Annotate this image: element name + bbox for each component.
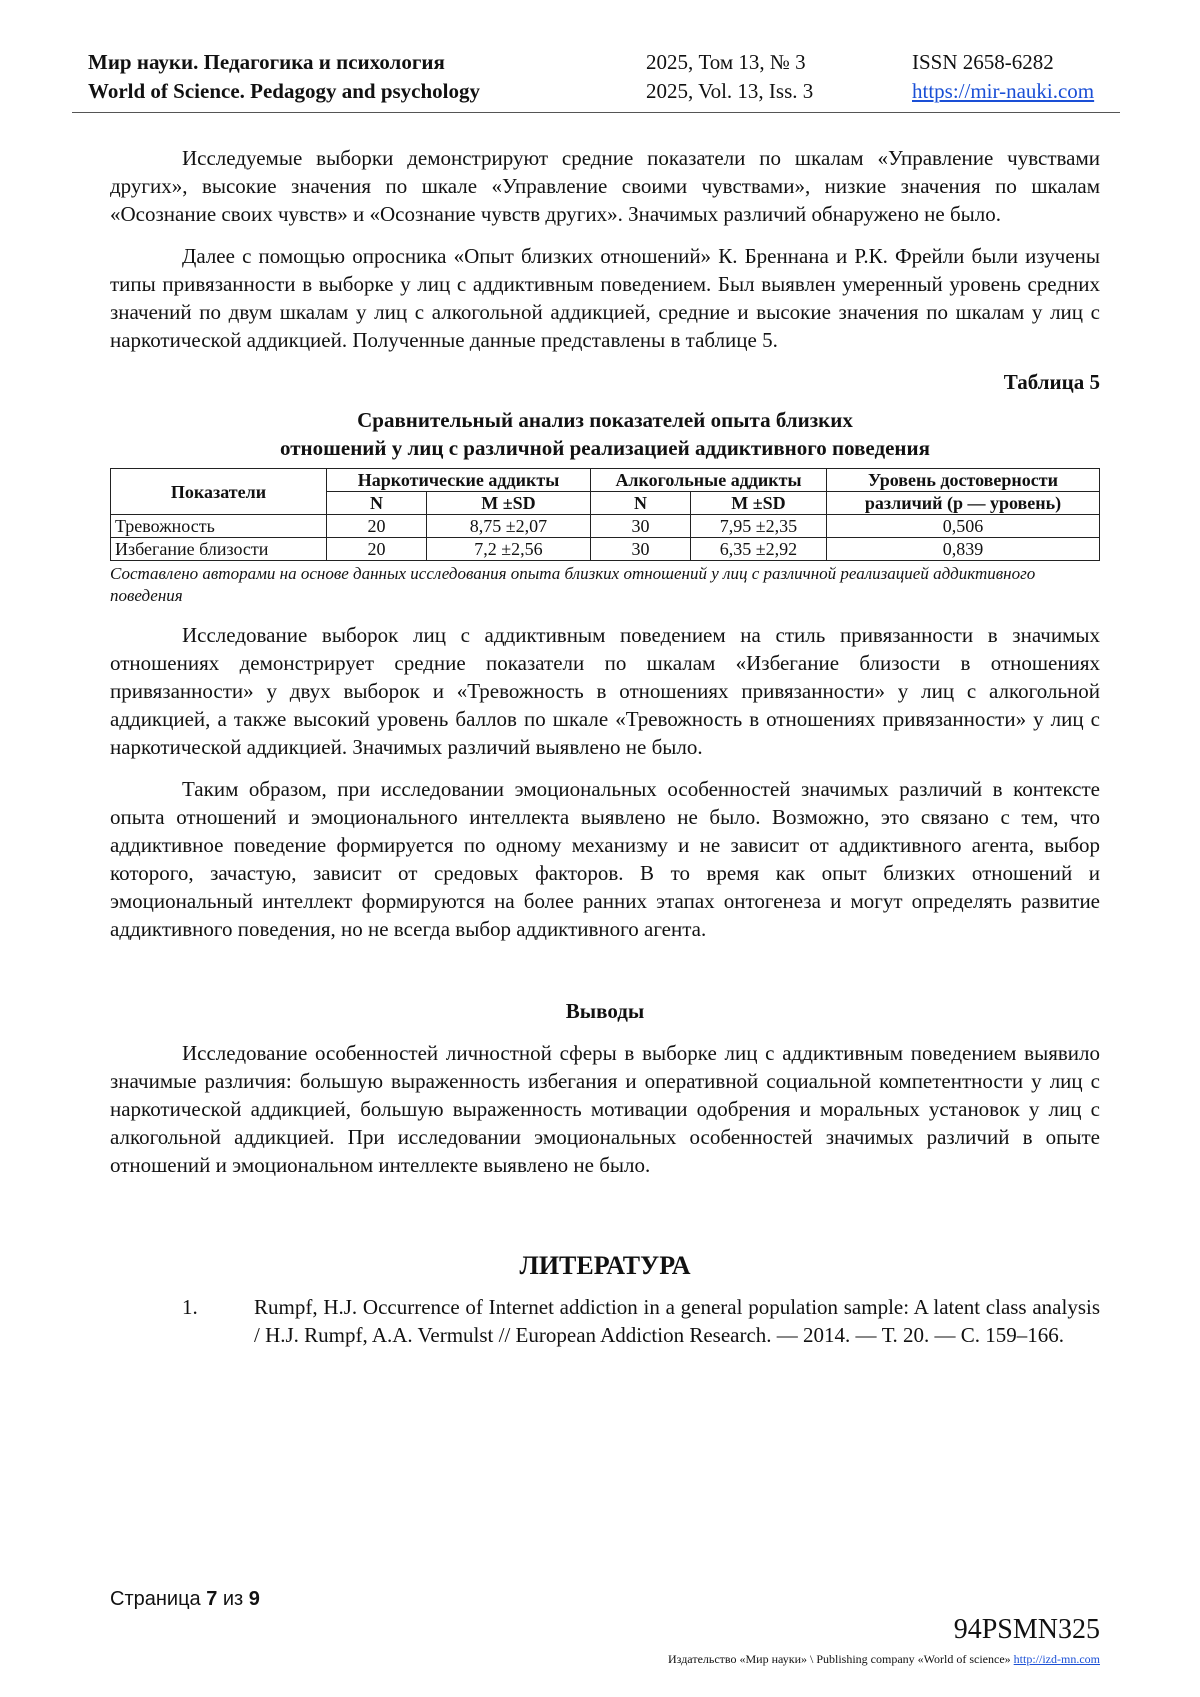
main-content — [110, 144, 1100, 1349]
col-drug: Наркотические аддикты — [327, 469, 591, 492]
page-header — [72, 48, 1120, 113]
row-alc-msd: 6,35 ±2,92 — [691, 538, 827, 561]
page-total: 9 — [248, 1588, 260, 1610]
reference-item — [110, 1293, 1100, 1349]
row-p: 0,506 — [827, 515, 1100, 538]
publisher-link[interactable]: http://izd-mn.com — [1013, 1652, 1100, 1666]
paragraph-1: Исследуемые выборки демонстрируют средние показатели по шкалам «Управление чувствами других», высокие значения по шкале «Управление своими чувствами», низкие значения по шкалам «Осознание своих чувств» и «Осознание чувств других». Значимых различий обнаружено не было. — [110, 146, 1100, 226]
journal-link[interactable]: https://mir-nauki.com — [912, 79, 1095, 103]
journal-title-en: World of Science. Pedagogy and psychology — [88, 79, 481, 103]
row-drug-msd: 7,2 ±2,56 — [427, 538, 591, 561]
row-name: Избегание близости — [111, 538, 327, 561]
table-label: Таблица 5 — [1003, 370, 1100, 394]
page-current: 7 — [206, 1588, 218, 1610]
sub-drug-n: N — [327, 492, 427, 515]
table-title-line1: Сравнительный анализ показателей опыта близких — [357, 408, 853, 432]
table-title — [110, 406, 1100, 462]
issue-ru: 2025, Том 13, № 3 — [646, 50, 806, 74]
row-p: 0,839 — [827, 538, 1100, 561]
table-header-row — [111, 469, 1100, 492]
paragraph-4: Таким образом, при исследовании эмоциональных особенностей значимых различий в контексте опыта отношений и эмоционального интеллекта выявлено не было. Возможно, это связано с тем, что аддиктивное поведение формируется по одному механизму и не зависит от аддиктивного агента, выбор которого, зачастую, зависит от средовых факторов. В то время как опыт близких отношений и эмоциональный интеллект формируются на более ранних этапах онтогенеза и могут определять развитие аддиктивного поведения, но не всегда выбор аддиктивного агента. — [110, 777, 1100, 941]
col-significance-2: различий (p — уровень) — [827, 492, 1100, 515]
journal-title-ru: Мир науки. Педагогика и психология — [88, 50, 445, 74]
sub-drug-msd: M ±SD — [427, 492, 591, 515]
conclusions-title: Выводы — [565, 999, 645, 1023]
page-number — [110, 1588, 260, 1611]
article-code: 94PSMN325 — [953, 1614, 1100, 1645]
row-drug-n: 20 — [327, 515, 427, 538]
row-alc-msd: 7,95 ±2,35 — [691, 515, 827, 538]
page-prefix: Страница — [110, 1588, 207, 1610]
reference-text: Rumpf, H.J. Occurrence of Internet addiction in a general population sample: A latent class analysis / H.J. Rumpf, A.A. Vermulst // European Addiction Research. — 2014. — Т. 20. — С. 159–166. — [254, 1295, 1100, 1347]
row-name: Тревожность — [111, 515, 327, 538]
comparison-table — [110, 468, 1100, 561]
issn: ISSN 2658-6282 — [912, 50, 1054, 74]
sub-alc-msd: M ±SD — [691, 492, 827, 515]
paragraph-3: Исследование выборок лиц с аддиктивным поведением на стиль привязанности в значимых отношениях демонстрирует средние показатели по шкалам «Избегание близости в отношениях привязанности» у двух выборок и «Тревожность в отношениях привязанности» у лиц с алкогольной аддикцией, а также высокий уровень баллов по шкале «Тревожность в отношениях привязанности» у лиц с наркотической аддикцией. Значимых различий выявлено не было. — [110, 623, 1100, 759]
row-alc-n: 30 — [591, 515, 691, 538]
literature-title: ЛИТЕРАТУРА — [519, 1251, 691, 1280]
sub-alc-n: N — [591, 492, 691, 515]
publisher-line — [668, 1652, 1100, 1667]
reference-number: 1. — [182, 1295, 198, 1319]
table-row — [111, 538, 1100, 561]
col-alcohol: Алкогольные аддикты — [591, 469, 827, 492]
issue-info — [646, 48, 813, 106]
row-drug-msd: 8,75 ±2,07 — [427, 515, 591, 538]
journal-title — [88, 48, 480, 106]
issue-en: 2025, Vol. 13, Iss. 3 — [646, 79, 814, 103]
table-row — [111, 515, 1100, 538]
paragraph-2: Далее с помощью опросника «Опыт близких отношений» К. Бреннана и Р.К. Фрейли были изучены типы привязанности в выборке у лиц с аддиктивным поведением. Был выявлен умеренный уровень средних значений по двум шкалам у лиц с алкогольной аддикцией, средние и высокие значения по шкалам у лиц с наркотической аддикцией. Полученные данные представлены в таблице 5. — [110, 244, 1100, 352]
table-title-line2: отношений у лиц с различной реализацией аддиктивного поведения — [280, 436, 930, 460]
table-source-note: Составлено авторами на основе данных исследования опыта близких отношений у лиц с различной реализацией аддиктивного поведения — [110, 564, 1036, 605]
col-significance: Уровень достоверности — [827, 469, 1100, 492]
paragraph-5: Исследование особенностей личностной сферы в выборке лиц с аддиктивным поведением выявило значимые различия: большую выраженность избегания и оперативной социальной компетентности у лиц с наркотической аддикцией, большую выраженность мотивации одобрения и моральных установок у лиц с алкогольной аддикцией. При исследовании эмоциональных особенностей значимых различий в опыте отношений и эмоциональном интеллекте выявлено не было. — [110, 1041, 1100, 1177]
row-drug-n: 20 — [327, 538, 427, 561]
issn-block — [912, 48, 1094, 106]
page-mid: из — [217, 1588, 249, 1610]
publisher-text: Издательство «Мир науки» \ Publishing company «World of science» — [668, 1652, 1014, 1666]
col-indicators: Показатели — [111, 469, 327, 515]
row-alc-n: 30 — [591, 538, 691, 561]
